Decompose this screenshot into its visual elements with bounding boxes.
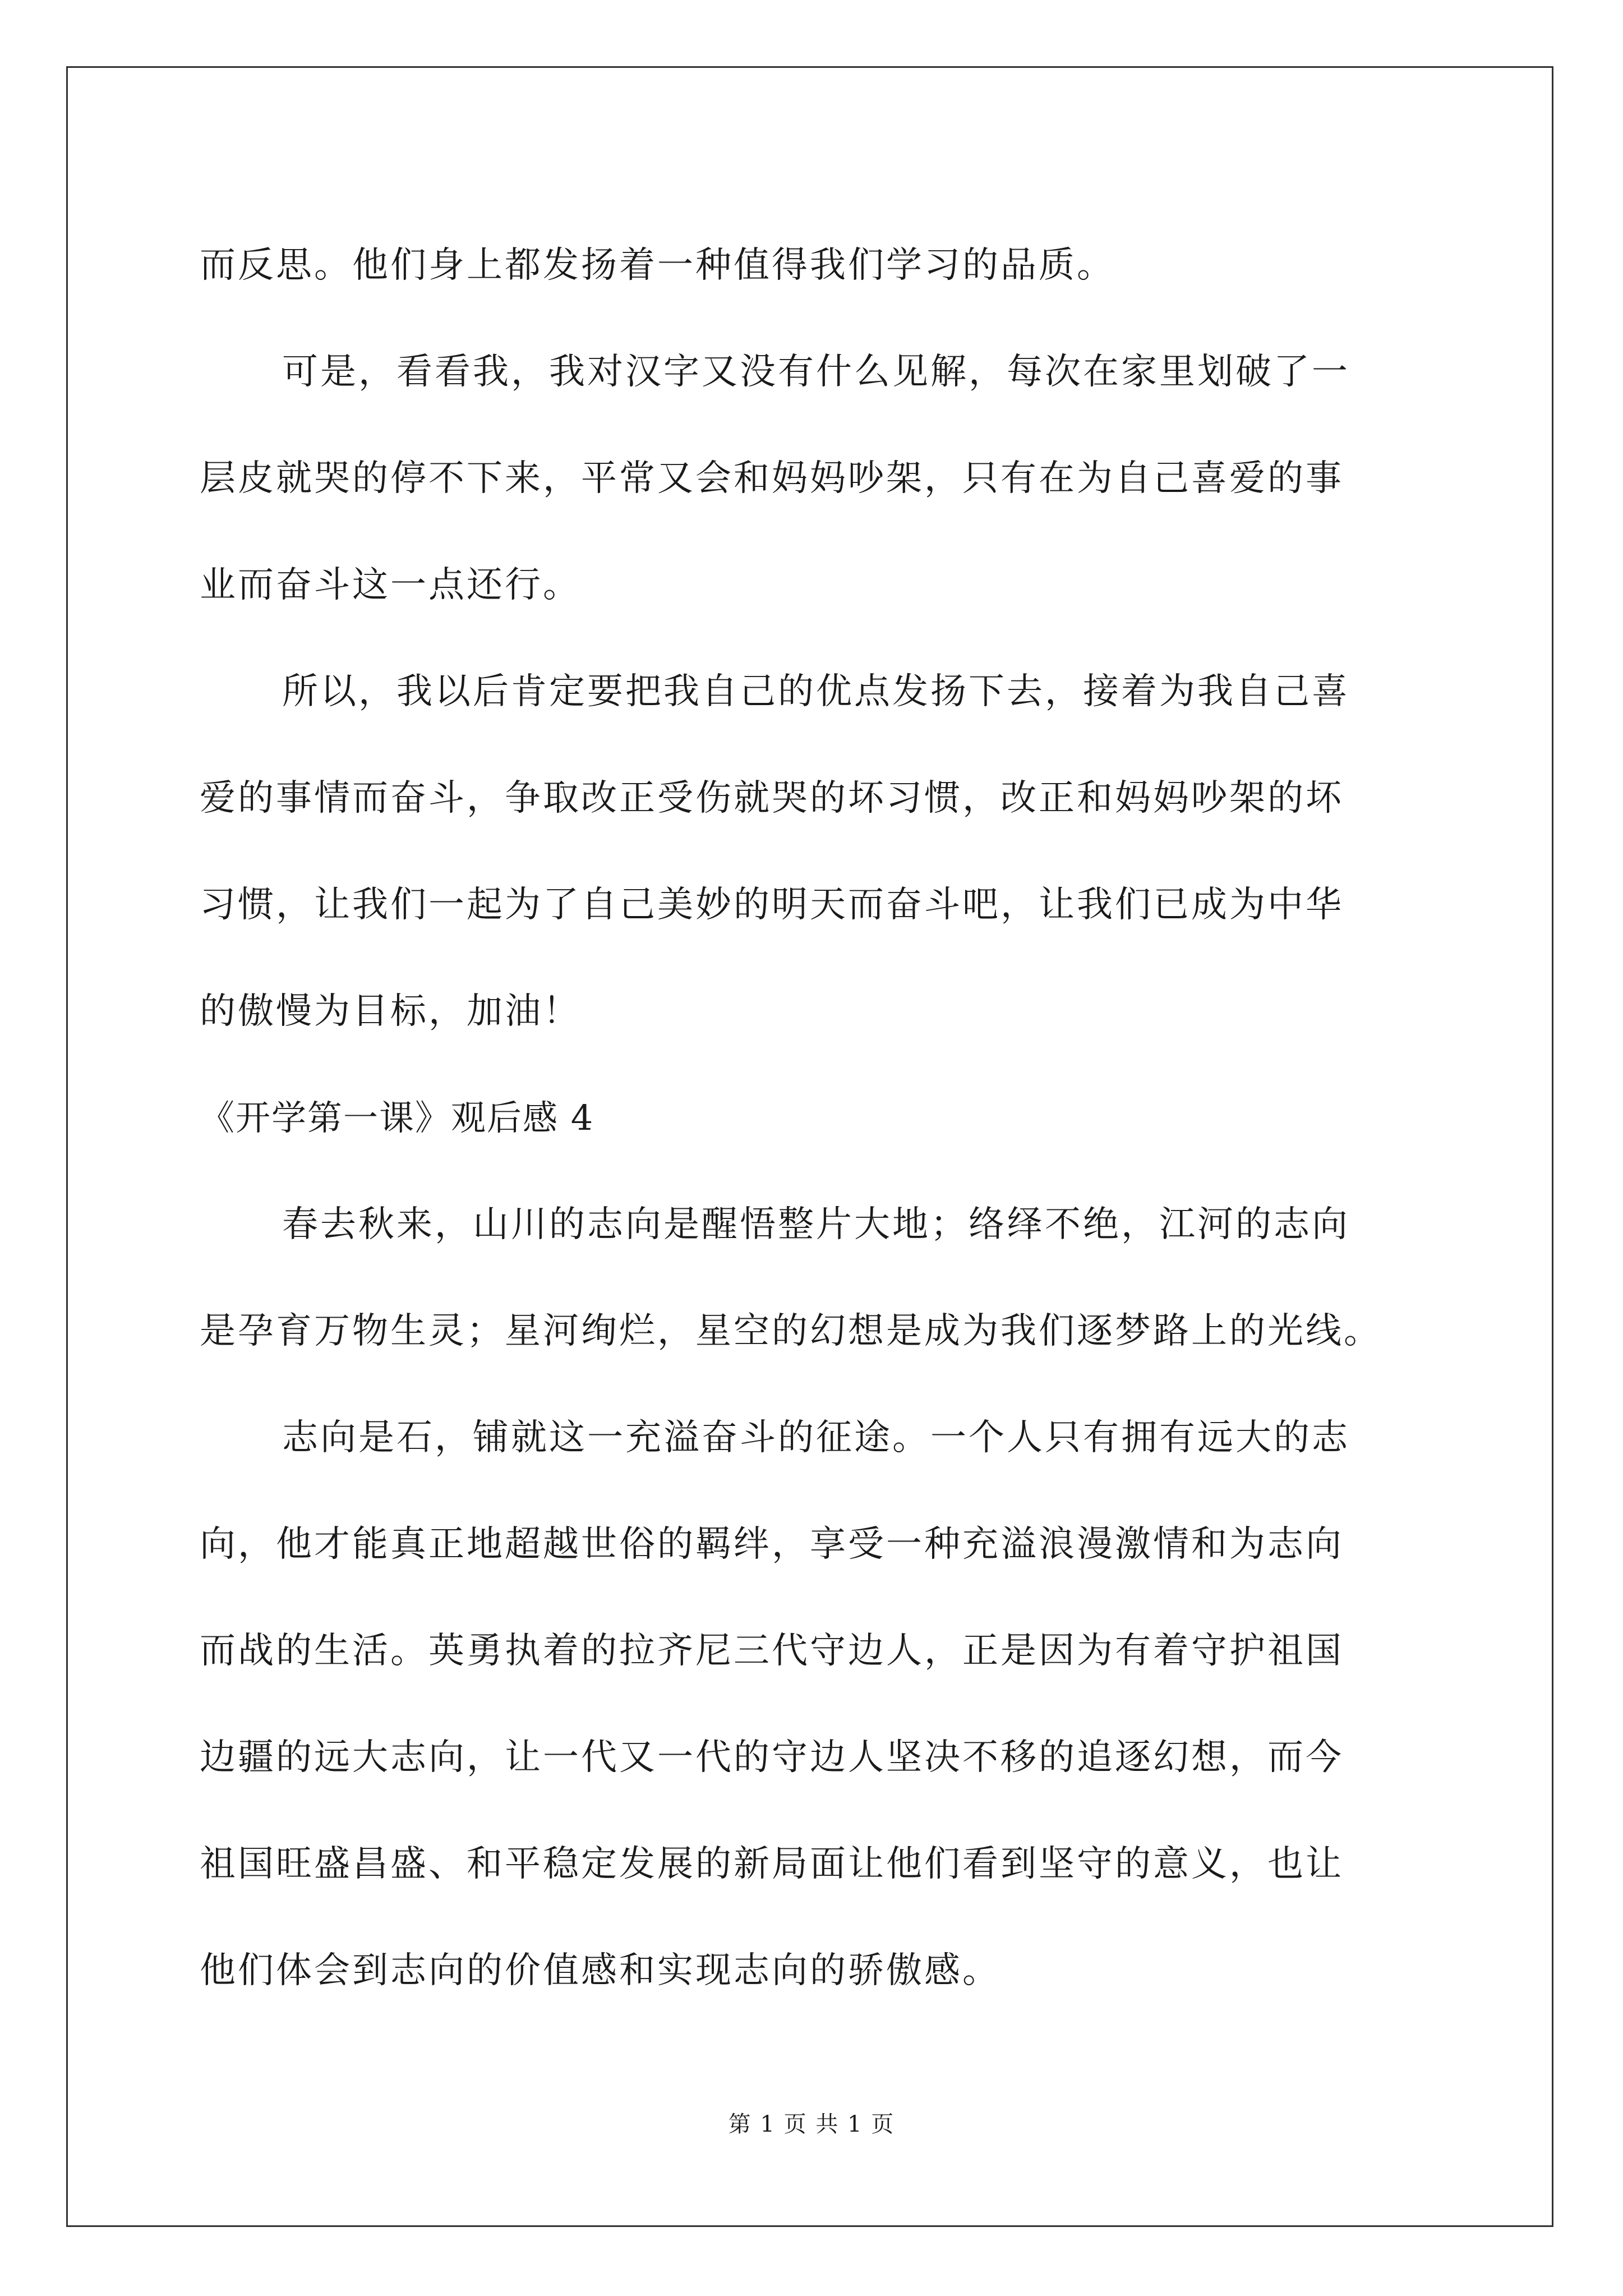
paragraph-start-line: 所以，我以后肯定要把我自己的优点发扬下去，接着为我自己喜 xyxy=(282,671,1350,712)
paragraph-start-line: 春去秋来，山川的志向是醒悟整片大地；络绎不绝，江河的志向 xyxy=(282,1204,1350,1245)
text-line: 是孕育万物生灵；星河绚烂，星空的幻想是成为我们逐梦路上的光线。 xyxy=(200,1310,1382,1352)
text-line: 的傲慢为目标，加油！ xyxy=(200,991,581,1032)
paragraph-start-line: 可是，看看我，我对汉字又没有什么见解，每次在家里划破了一 xyxy=(282,351,1350,393)
text-line: 他们体会到志向的价值感和实现志向的骄傲感。 xyxy=(200,1950,1000,1991)
text-line: 习惯，让我们一起为了自己美妙的明天而奋斗吧，让我们已成为中华 xyxy=(200,884,1344,926)
text-line: 向，他才能真正地超越世俗的羁绊，享受一种充溢浪漫激情和为志向 xyxy=(200,1524,1344,1565)
text-line: 祖国旺盛昌盛、和平稳定发展的新局面让他们看到坚守的意义，也让 xyxy=(200,1843,1344,1885)
text-line: 边疆的远大志向，让一代又一代的守边人坚决不移的追逐幻想，而今 xyxy=(200,1737,1344,1778)
page-footer: 第 1 页 共 1 页 xyxy=(728,2111,895,2137)
text-line: 而反思。他们身上都发扬着一种值得我们学习的品质。 xyxy=(200,245,1115,286)
text-line: 爱的事情而奋斗，争取改正受伤就哭的坏习惯，改正和妈妈吵架的坏 xyxy=(200,777,1344,819)
text-line: 而战的生活。英勇执着的拉齐尼三代守边人，正是因为有着守护祖国 xyxy=(200,1630,1344,1672)
text-line: 业而奋斗这一点还行。 xyxy=(200,564,581,606)
section-heading: 《开学第一课》观后感 4 xyxy=(200,1097,594,1138)
text-line: 层皮就哭的停不下来，平常又会和妈妈吵架，只有在为自己喜爱的事 xyxy=(200,458,1344,499)
paragraph-start-line: 志向是石，铺就这一充溢奋斗的征途。一个人只有拥有远大的志 xyxy=(282,1417,1350,1458)
document-body xyxy=(200,212,1467,2024)
